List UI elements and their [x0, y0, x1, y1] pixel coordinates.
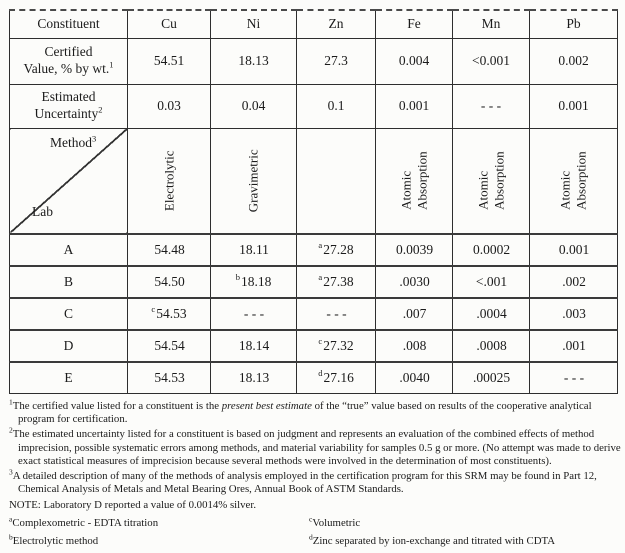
- column-header-ni: Ni: [211, 10, 297, 38]
- value-cell: 18.13: [211, 38, 297, 84]
- silver-note: NOTE: Laboratory D reported a value of 0.0014% silver.: [9, 499, 257, 512]
- method-cell-pb: [530, 128, 618, 234]
- method-cell-ni: [211, 128, 297, 234]
- value-cell: - - -: [297, 298, 376, 330]
- value-cell: .0030: [376, 266, 453, 298]
- value-cell: $^d$27.16: [297, 362, 376, 394]
- value-cell: 0.04: [211, 84, 297, 128]
- value-cell: 54.50: [128, 266, 211, 298]
- method-cell-mn: [453, 128, 530, 234]
- footnote-2: $^2$The estimated uncertainty listed for a constituent is based on judgment and represents an evaluation of the combined effects of method imprecision, possible systematic errors among methods, and material variability for samples 0.5 g or more. (No attempt was made to derive exact statistical measures of imprecision because several methods were involved in the determination of most constituents).: [9, 425, 621, 467]
- value-cell: .003: [530, 298, 618, 330]
- analysis-table: [9, 9, 618, 394]
- uncertainty-label-line1: Estimated: [41, 89, 96, 105]
- lab-row-d: [10, 330, 618, 362]
- value-cell: 0.0002: [453, 234, 530, 266]
- value-cell: .007: [376, 298, 453, 330]
- value-cell: - - -: [211, 298, 297, 330]
- certified-value-label: [10, 38, 128, 84]
- footnote-ref-2: 2: [98, 104, 103, 115]
- italic-phrase: present best estimate: [221, 400, 312, 412]
- lab-letter: C: [10, 298, 128, 330]
- lab-letter: E: [10, 362, 128, 394]
- column-header-pb: Pb: [530, 10, 618, 38]
- footnote-ref-3: 3: [92, 133, 97, 143]
- value-cell: $^a$27.28: [297, 234, 376, 266]
- column-header-fe: Fe: [376, 10, 453, 38]
- lab-letter: B: [10, 266, 128, 298]
- value-cell: .008: [376, 330, 453, 362]
- lab-row-b: [10, 266, 618, 298]
- method-footnote-a: $^a$Complexometric - EDTA titration: [9, 514, 159, 529]
- footnote-1: $^1$The certified value listed for a constituent is the present best estimate of the “true” value based on results of the cooperative analytical program for certification.: [9, 397, 592, 426]
- column-header-mn: Mn: [453, 10, 530, 38]
- value-cell: 0.0039: [376, 234, 453, 266]
- value-cell: 54.48: [128, 234, 211, 266]
- lab-row-a: [10, 234, 618, 266]
- value-cell: 54.54: [128, 330, 211, 362]
- value-cell: 54.53: [128, 362, 211, 394]
- column-header-cu: Cu: [128, 10, 211, 38]
- header-row: [10, 10, 618, 38]
- value-cell: 0.002: [530, 38, 618, 84]
- lab-row-c: [10, 298, 618, 330]
- value-cell: 0.001: [530, 234, 618, 266]
- value-cell: .0040: [376, 362, 453, 394]
- lab-label: Lab: [32, 203, 53, 219]
- constituent-header: Constituent: [10, 10, 128, 38]
- method-row: [10, 128, 618, 234]
- value-cell: .001: [530, 330, 618, 362]
- value-cell: <0.001: [453, 38, 530, 84]
- value-cell: 0.004: [376, 38, 453, 84]
- value-cell: .00025: [453, 362, 530, 394]
- method-footnote-b: $^b$Electrolytic method: [9, 532, 99, 547]
- lab-letter: A: [10, 234, 128, 266]
- lab-row-e: [10, 362, 618, 394]
- method-cell-zn: [297, 128, 376, 234]
- certified-label-line1: Certified: [44, 44, 93, 60]
- value-cell: 54.51: [128, 38, 211, 84]
- certified-value-row: [10, 38, 618, 84]
- footnote-3: $^3$A detailed description of many of the methods of analysis employed in the certification program for this SRM may be found in Part 12, Chemical Analysis of Metals and Metal Bearing Ores, Annual Book of ASTM Standards.: [9, 467, 597, 496]
- method-rotated-label: Electrolytic: [161, 150, 177, 211]
- value-cell: $^c$54.53: [128, 298, 211, 330]
- method-lab-diagonal-cell: [10, 128, 128, 234]
- value-cell: 0.1: [297, 84, 376, 128]
- method-label: Method$^3$: [50, 133, 97, 150]
- value-cell: - - -: [453, 84, 530, 128]
- column-header-zn: Zn: [297, 10, 376, 38]
- value-cell: 0.03: [128, 84, 211, 128]
- value-cell: 18.13: [211, 362, 297, 394]
- uncertainty-row: [10, 84, 618, 128]
- value-cell: 0.001: [530, 84, 618, 128]
- method-rotated-label: Gravimetric: [245, 149, 261, 212]
- uncertainty-label: [10, 84, 128, 128]
- method-rotated-label: Atomic Absorption: [398, 151, 429, 210]
- certified-label-line2: Value, % by wt.$^1$: [23, 59, 114, 76]
- value-cell: .0008: [453, 330, 530, 362]
- value-cell: $^b$18.18: [211, 266, 297, 298]
- value-cell: 27.3: [297, 38, 376, 84]
- footnotes-section: [9, 397, 621, 553]
- footnote-ref-1: 1: [109, 59, 114, 70]
- value-cell: <.001: [453, 266, 530, 298]
- value-cell: $^a$27.38: [297, 266, 376, 298]
- value-cell: 18.14: [211, 330, 297, 362]
- value-cell: - - -: [530, 362, 618, 394]
- method-cell-cu: [128, 128, 211, 234]
- value-cell: $^c$27.32: [297, 330, 376, 362]
- method-footnote-d: $^d$Zinc separated by ion-exchange and titrated with CDTA: [309, 532, 556, 547]
- lab-letter: D: [10, 330, 128, 362]
- value-cell: .0004: [453, 298, 530, 330]
- value-cell: 0.001: [376, 84, 453, 128]
- value-cell: 18.11: [211, 234, 297, 266]
- value-cell: .002: [530, 266, 618, 298]
- uncertainty-label-line2: Uncertainty$^2$: [34, 104, 103, 121]
- method-cell-fe: [376, 128, 453, 234]
- method-rotated-label: Atomic Absorption: [475, 151, 506, 210]
- method-footnote-c: $^c$Volumetric: [309, 514, 361, 529]
- method-rotated-label: Atomic Absorption: [557, 151, 589, 210]
